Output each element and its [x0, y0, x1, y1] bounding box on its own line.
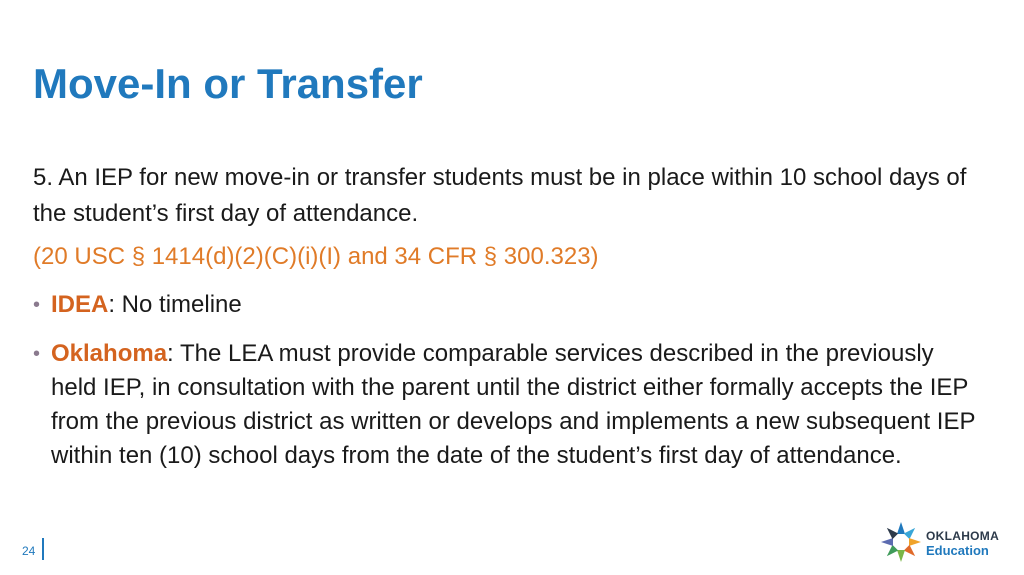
bullet-content	[51, 337, 983, 473]
page-number: 24	[22, 544, 36, 558]
slide-title: Move-In or Transfer	[33, 60, 423, 107]
star-burst-icon	[880, 520, 922, 564]
bullet-label: Oklahoma	[51, 340, 168, 367]
bullet-label: IDEA	[51, 291, 109, 318]
bullet-content	[51, 288, 983, 322]
bullet-marker: •	[33, 343, 41, 365]
page-number-divider	[42, 538, 44, 560]
logo-wordmark-education: Education	[926, 543, 989, 558]
body-paragraph: 5. An IEP for new move-in or transfer students must be in place within 10 school days of the student’s first day of attendance.	[33, 164, 967, 227]
bullet-marker: •	[33, 294, 41, 316]
bullet-oklahoma	[33, 337, 983, 473]
bullet-text: : No timeline	[108, 291, 242, 318]
oklahoma-education-logo	[880, 520, 1010, 564]
logo-wordmark-state: OKLAHOMA	[926, 529, 1000, 543]
legal-citation: (20 USC § 1414(d)(2)(C)(i)(I) and 34 CFR § 300.323)	[33, 243, 599, 270]
bullet-text: : The LEA must provide comparable services described in the previously held IEP, in consultation with the parent until the district either formally accepts the IEP from the previous district as written or develops and implements a new subsequent IEP within ten (10) school days from the date of the student’s first day of attendance.	[51, 340, 976, 469]
bullet-idea	[33, 288, 983, 322]
